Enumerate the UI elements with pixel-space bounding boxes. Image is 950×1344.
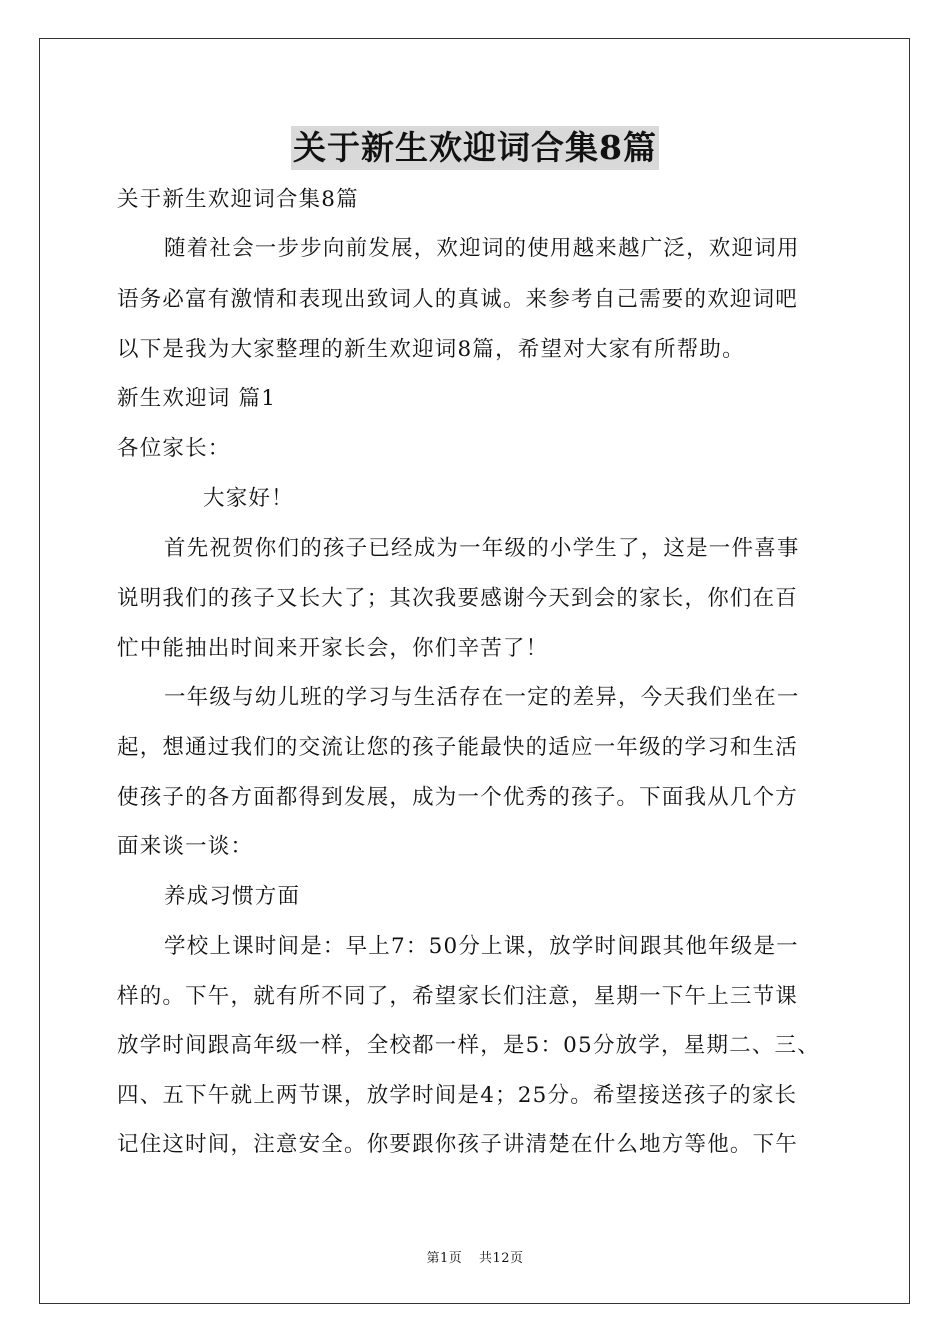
salutation-line: 各位家长：: [117, 436, 231, 461]
page-number: 第1页: [426, 1251, 463, 1266]
paragraph-line: 四、五下午就上两节课，放学时间是4；25分。希望接送孩子的家长: [117, 1083, 798, 1108]
document-title: 关于新生欢迎词合集8篇: [291, 126, 659, 170]
paragraph-line: 忙中能抽出时间来开家长会，你们辛苦了！: [117, 636, 549, 661]
paragraph-line: 放学时间跟高年级一样，全校都一样，是5：05分放学，星期二、三、: [117, 1033, 820, 1058]
paragraph-line: 学校上课时间是：早上7：50分上课，放学时间跟其他年级是一: [164, 934, 799, 959]
paragraph-line: 说明我们的孩子又长大了；其次我要感谢今天到会的家长，你们在百: [117, 586, 799, 611]
paragraph-line: 使孩子的各方面都得到发展，成为一个优秀的孩子。下面我从几个方: [117, 785, 799, 810]
paragraph-line: 样的。下午，就有所不同了，希望家长们注意，星期一下午上三节课: [117, 984, 799, 1009]
greeting-line: 大家好！: [203, 486, 294, 511]
paragraph-line: 起，想通过我们的交流让您的孩子能最快的适应一年级的学习和生活: [117, 735, 799, 760]
title-container: [0, 126, 950, 170]
paragraph-line: 首先祝贺你们的孩子已经成为一年级的小学生了，这是一件喜事: [164, 536, 800, 561]
subsection-heading: 养成习惯方面: [164, 884, 301, 909]
page-border: [39, 38, 910, 1304]
paragraph-line: 记住这时间，注意安全。你要跟你孩子讲清楚在什么地方等他。下午: [117, 1132, 799, 1157]
paragraph-line: 面来谈一谈：: [117, 834, 254, 859]
paragraph-line: 语务必富有激情和表现出致词人的真诚。来参考自己需要的欢迎词吧: [117, 287, 799, 312]
paragraph-line: 一年级与幼儿班的学习与生活存在一定的差异，今天我们坐在一: [164, 685, 800, 710]
paragraph-line: 以下是我为大家整理的新生欢迎词8篇，希望对大家有所帮助。: [117, 337, 745, 362]
section-heading: 新生欢迎词 篇1: [117, 386, 277, 411]
subtitle-line: 关于新生欢迎词合集8篇: [117, 187, 359, 212]
paragraph-line: 随着社会一步步向前发展，欢迎词的使用越来越广泛，欢迎词用: [164, 236, 800, 261]
page-footer: [0, 1247, 950, 1266]
total-pages: 共12页: [478, 1251, 524, 1266]
